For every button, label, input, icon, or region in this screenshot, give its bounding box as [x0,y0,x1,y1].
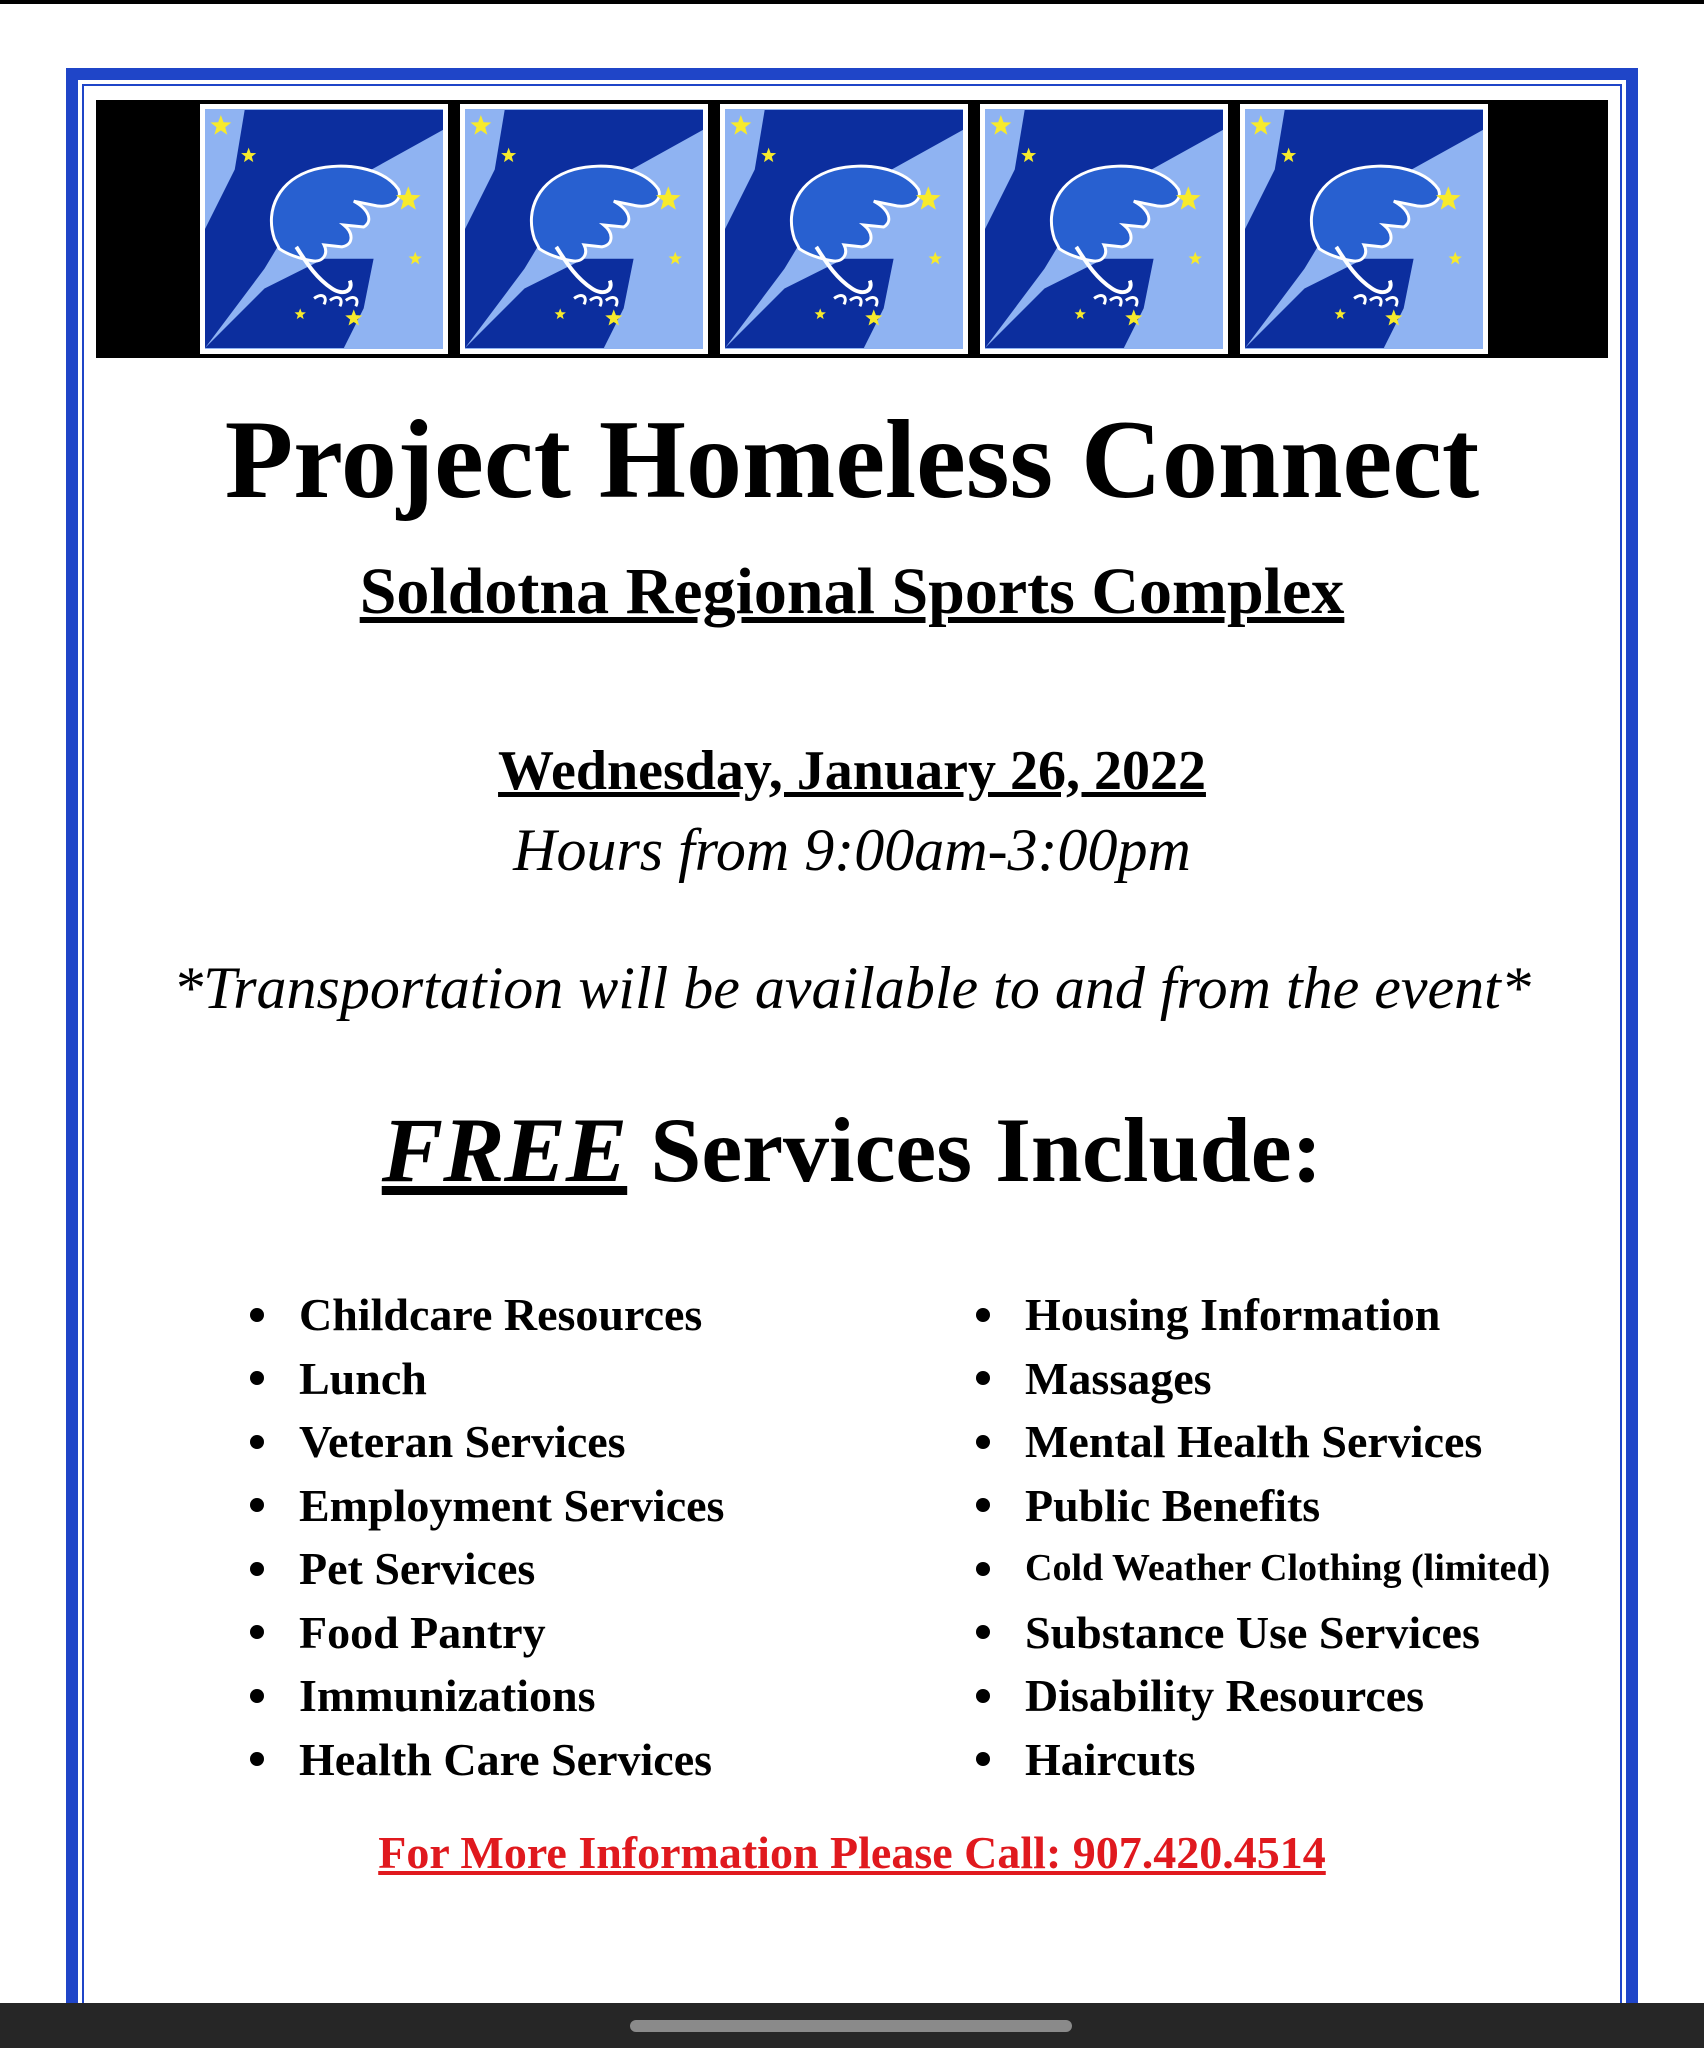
bullet-icon [250,1689,264,1703]
bullet-icon [976,1498,990,1512]
service-label: Disability Resources [1025,1670,1425,1721]
list-item [976,1474,1550,1538]
services-heading [66,1095,1638,1205]
list-item [976,1664,1550,1728]
service-label: Haircuts [1025,1733,1196,1785]
bullet-icon [976,1625,990,1639]
services-list-left [250,1283,724,1791]
list-item [976,1410,1550,1474]
hands-logo-icon [460,104,708,354]
service-label: Immunizations [299,1670,596,1721]
list-item [976,1601,1550,1665]
hands-logo-icon [1240,104,1488,354]
bullet-icon [250,1625,264,1639]
bullet-icon [250,1435,264,1449]
bullet-icon [250,1562,264,1576]
free-emphasis: FREE [381,1099,628,1201]
hands-logo-icon [200,104,448,354]
service-label: Mental Health Services [1025,1416,1483,1467]
service-label: Health Care Services [299,1733,713,1785]
services-heading-text: Services Include: [627,1099,1323,1201]
service-label: Public Benefits [1025,1479,1321,1531]
list-item [250,1347,724,1411]
transportation-note: *Transportation will be available to and from the event* [173,955,1531,1021]
event-location: Soldotna Regional Sports Complex [359,555,1345,628]
event-hours: Hours from 9:00am-3:00pm [513,817,1191,883]
list-item [976,1283,1550,1347]
bullet-icon [976,1308,990,1322]
list-item [250,1283,724,1347]
bullet-icon [250,1371,264,1385]
list-item [250,1601,724,1665]
list-item [250,1664,724,1728]
service-label: Lunch [299,1352,427,1404]
top-rule [0,0,1704,4]
service-label: Employment Services [299,1479,725,1531]
list-item [250,1537,724,1601]
bullet-icon [976,1435,990,1449]
bullet-icon [976,1689,990,1703]
contact-phone: For More Information Please Call: 907.420.4514 [378,1827,1326,1878]
hands-logo-icon [720,104,968,354]
flyer-title: Project Homeless Connect [224,398,1480,522]
list-item [976,1728,1550,1792]
bullet-icon [250,1498,264,1512]
bullet-icon [976,1371,990,1385]
list-item [976,1347,1550,1411]
bullet-icon [250,1308,264,1322]
list-item [250,1410,724,1474]
event-date: Wednesday, January 26, 2022 [498,740,1206,802]
list-item [976,1537,1550,1601]
list-item [250,1728,724,1792]
service-label: Substance Use Services [1025,1606,1480,1658]
logo-banner [96,100,1608,358]
home-indicator[interactable] [630,2020,1072,2032]
service-label: Veteran Services [299,1416,626,1467]
service-label: Food Pantry [299,1606,546,1658]
bullet-icon [976,1752,990,1766]
service-label: Cold Weather Clothing (limited) [1025,1547,1551,1589]
services-list-right [976,1283,1550,1791]
service-label: Pet Services [299,1543,536,1594]
bullet-icon [250,1752,264,1766]
bullet-icon [976,1562,990,1576]
list-item [250,1474,724,1538]
service-label: Childcare Resources [299,1289,703,1340]
service-label: Massages [1025,1352,1212,1404]
hands-logo-icon [980,104,1228,354]
service-label: Housing Information [1025,1289,1441,1340]
